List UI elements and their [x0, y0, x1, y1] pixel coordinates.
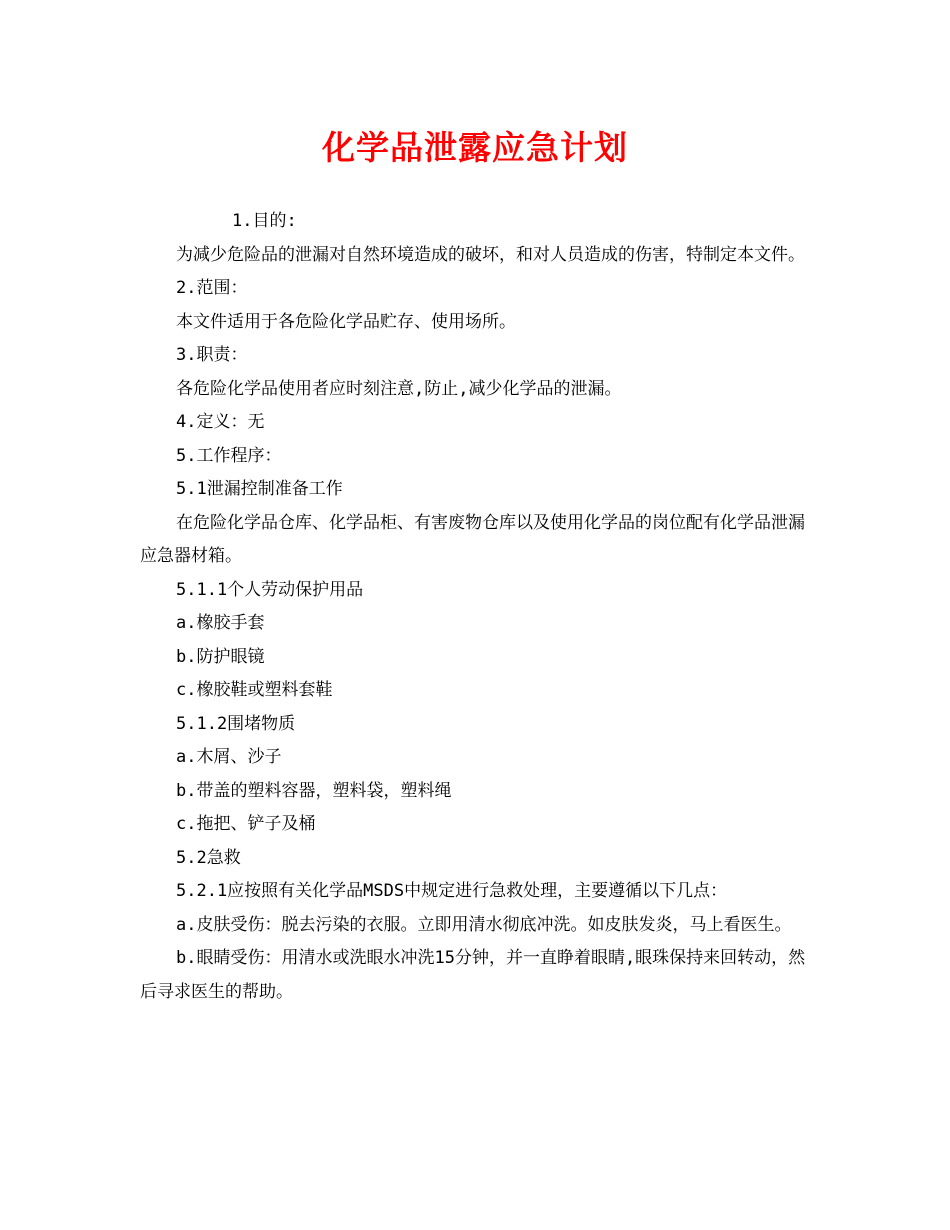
section-scope-heading: 2.范围： [176, 278, 248, 298]
section-procedure-heading: 5.工作程序： [176, 445, 282, 466]
subsection-leak-prep-heading: 5.1泄漏控制准备工作 [176, 479, 343, 499]
list-item: a.橡胶手套 [176, 613, 265, 633]
document-body [140, 205, 815, 1009]
document-title: 化学品泄露应急计划 [322, 128, 628, 167]
list-item: a.木屑、沙子 [176, 747, 282, 767]
subsection-leak-prep-text: 在危险化学品仓库、化学品柜、有害废物仓库以及使用化学品的岗位配有化学品泄漏应急器材箱。 [140, 512, 805, 566]
list-item: c.拖把、铲子及桶 [176, 814, 316, 834]
section-definition: 4.定义：无 [176, 412, 265, 432]
list-item: c.橡胶鞋或塑料套鞋 [176, 680, 333, 700]
section-duty-text: 各危险化学品使用者应时刻注意,防止,减少化学品的泄漏。 [176, 378, 622, 399]
list-item: b.带盖的塑料容器，塑料袋，塑料绳 [176, 780, 452, 801]
section-scope-text: 本文件适用于各危险化学品贮存、使用场所。 [176, 311, 516, 332]
subsection-first-aid-heading: 5.2急救 [176, 847, 241, 868]
section-purpose-heading: 1.目的: [232, 211, 297, 231]
subsection-ppe-heading: 5.1.1个人劳动保护用品 [176, 579, 364, 600]
list-item: b.眼睛受伤：用清水或洗眼水冲洗15分钟，并一直睁着眼睛,眼珠保持来回转动，然后寻求医生的帮助。 [140, 948, 806, 1002]
list-item: a.皮肤受伤：脱去污染的衣服。立即用清水彻底冲洗。如皮肤发炎，马上看医生。 [176, 914, 792, 935]
list-item: b.防护眼镜 [176, 646, 265, 667]
subsection-first-aid-text: 5.2.1应按照有关化学品MSDS中规定进行急救处理，主要遵循以下几点： [176, 881, 728, 901]
subsection-containment-heading: 5.1.2围堵物质 [176, 713, 296, 734]
section-duty-heading: 3.职责： [176, 345, 248, 365]
section-purpose-text: 为减少危险品的泄漏对自然环境造成的破坏，和对人员造成的伤害，特制定本文件。 [176, 244, 805, 265]
